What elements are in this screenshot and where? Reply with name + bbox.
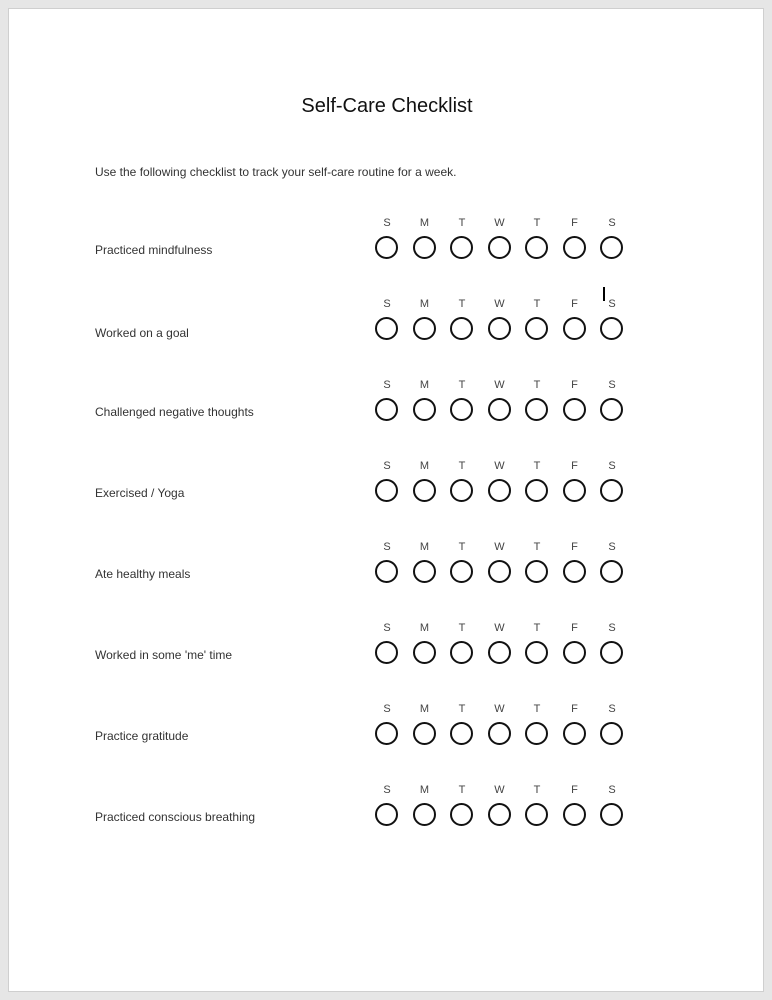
day-checkbox[interactable] — [525, 641, 548, 664]
day-letter: T — [458, 622, 466, 634]
day-checkbox[interactable] — [375, 398, 398, 421]
day-checkbox[interactable] — [563, 560, 586, 583]
day-checkbox[interactable] — [525, 236, 548, 259]
day-letter: S — [383, 703, 391, 715]
day-letter: T — [533, 460, 541, 472]
day-letter: M — [419, 217, 430, 229]
day-letter: M — [419, 460, 430, 472]
day-letter: F — [571, 217, 578, 229]
day-letter: F — [571, 541, 578, 553]
day-checkbox[interactable] — [375, 560, 398, 583]
day-checkbox[interactable] — [488, 722, 511, 745]
day-letter: W — [494, 784, 505, 796]
day-letter: S — [383, 622, 391, 634]
day-letter: S — [383, 541, 391, 553]
day-letter: W — [494, 622, 505, 634]
day-checkbox[interactable] — [450, 722, 473, 745]
document-page — [8, 8, 764, 992]
day-checkbox[interactable] — [413, 560, 436, 583]
checklist-item-label: Practiced conscious breathing — [95, 810, 256, 824]
day-letter: S — [608, 379, 616, 391]
day-letter: T — [458, 217, 466, 229]
day-letter: S — [608, 217, 616, 229]
day-letter: S — [608, 541, 616, 553]
day-checkbox[interactable] — [488, 803, 511, 826]
day-checkbox[interactable] — [375, 317, 398, 340]
day-checkbox[interactable] — [375, 803, 398, 826]
day-checkbox[interactable] — [600, 803, 623, 826]
day-checkbox[interactable] — [488, 317, 511, 340]
page-title: Self-Care Checklist — [301, 95, 473, 117]
checklist-item-label: Practiced mindfulness — [95, 243, 213, 257]
day-checkbox[interactable] — [488, 560, 511, 583]
day-checkbox[interactable] — [413, 803, 436, 826]
day-checkbox[interactable] — [525, 317, 548, 340]
checklist-item-label: Worked on a goal — [95, 326, 189, 340]
day-checkbox[interactable] — [413, 641, 436, 664]
day-checkbox[interactable] — [563, 398, 586, 421]
day-letter: S — [383, 379, 391, 391]
day-checkbox[interactable] — [525, 479, 548, 502]
checklist-row — [9, 622, 765, 684]
day-letter: W — [494, 379, 505, 391]
day-letter: M — [419, 703, 430, 715]
day-checkbox[interactable] — [375, 722, 398, 745]
day-letter: T — [533, 217, 541, 229]
day-letter: M — [419, 541, 430, 553]
checklist-item-label: Challenged negative thoughts — [95, 405, 254, 419]
day-checkbox[interactable] — [375, 479, 398, 502]
day-checkbox[interactable] — [600, 317, 623, 340]
day-checkbox[interactable] — [450, 560, 473, 583]
day-letter: S — [608, 703, 616, 715]
checklist-row — [9, 784, 765, 846]
checklist-row — [9, 298, 765, 360]
checklist-item-label: Ate healthy meals — [95, 567, 191, 581]
day-letter: W — [494, 541, 505, 553]
day-letter: T — [533, 784, 541, 796]
day-letter: W — [494, 298, 505, 310]
day-checkbox[interactable] — [563, 317, 586, 340]
day-letter: T — [533, 298, 541, 310]
day-letter: T — [458, 541, 466, 553]
intro-text: Use the following checklist to track your self-care routine for a week. — [95, 165, 457, 179]
day-checkbox[interactable] — [375, 236, 398, 259]
day-letter: T — [533, 703, 541, 715]
day-letter: T — [533, 541, 541, 553]
day-checkbox[interactable] — [450, 803, 473, 826]
day-checkbox[interactable] — [600, 560, 623, 583]
day-letter: T — [458, 460, 466, 472]
day-letter: S — [608, 460, 616, 472]
day-letter: W — [494, 460, 505, 472]
checklist-row — [9, 217, 765, 279]
day-letter: F — [571, 784, 578, 796]
day-checkbox[interactable] — [413, 722, 436, 745]
day-checkbox[interactable] — [450, 236, 473, 259]
day-letter: F — [571, 379, 578, 391]
day-letter: M — [419, 379, 430, 391]
day-checkbox[interactable] — [600, 641, 623, 664]
day-checkbox[interactable] — [450, 317, 473, 340]
day-letter: T — [533, 379, 541, 391]
day-checkbox[interactable] — [450, 398, 473, 421]
day-letter: F — [571, 298, 578, 310]
day-letter: W — [494, 703, 505, 715]
day-checkbox[interactable] — [525, 722, 548, 745]
day-checkbox[interactable] — [563, 722, 586, 745]
day-checkbox[interactable] — [525, 803, 548, 826]
day-letter: S — [383, 784, 391, 796]
day-letter: W — [494, 217, 505, 229]
day-checkbox[interactable] — [600, 722, 623, 745]
day-checkbox[interactable] — [375, 641, 398, 664]
checklist-item-label: Worked in some 'me' time — [95, 648, 233, 662]
day-letter: T — [458, 379, 466, 391]
checklist-item-label: Practice gratitude — [95, 729, 189, 743]
day-letter: M — [419, 298, 430, 310]
day-checkbox[interactable] — [600, 236, 623, 259]
day-letter: S — [608, 298, 616, 310]
day-checkbox[interactable] — [525, 560, 548, 583]
day-checkbox[interactable] — [413, 398, 436, 421]
day-checkbox[interactable] — [413, 317, 436, 340]
day-checkbox[interactable] — [563, 236, 586, 259]
day-checkbox[interactable] — [563, 803, 586, 826]
day-letter: M — [419, 622, 430, 634]
day-checkbox[interactable] — [413, 479, 436, 502]
day-letter: F — [571, 703, 578, 715]
day-checkbox[interactable] — [488, 398, 511, 421]
day-letter: M — [419, 784, 430, 796]
checklist-row — [9, 460, 765, 522]
text-cursor — [603, 287, 605, 301]
day-letter: S — [608, 622, 616, 634]
day-checkbox[interactable] — [525, 398, 548, 421]
checklist-row — [9, 703, 765, 765]
day-checkbox[interactable] — [450, 479, 473, 502]
day-letter: T — [458, 703, 466, 715]
day-checkbox[interactable] — [488, 236, 511, 259]
day-letter: T — [458, 298, 466, 310]
day-letter: S — [608, 784, 616, 796]
day-letter: T — [458, 784, 466, 796]
day-letter: T — [533, 622, 541, 634]
day-checkbox[interactable] — [488, 641, 511, 664]
day-checkbox[interactable] — [600, 479, 623, 502]
day-letter: F — [571, 622, 578, 634]
day-letter: S — [383, 217, 391, 229]
day-checkbox[interactable] — [563, 641, 586, 664]
day-letter: S — [383, 460, 391, 472]
checklist-item-label: Exercised / Yoga — [95, 486, 185, 500]
day-letter: S — [383, 298, 391, 310]
day-checkbox[interactable] — [600, 398, 623, 421]
day-checkbox[interactable] — [450, 641, 473, 664]
day-checkbox[interactable] — [488, 479, 511, 502]
checklist-row — [9, 379, 765, 441]
day-checkbox[interactable] — [563, 479, 586, 502]
day-letter: F — [571, 460, 578, 472]
day-checkbox[interactable] — [413, 236, 436, 259]
checklist-row — [9, 541, 765, 603]
